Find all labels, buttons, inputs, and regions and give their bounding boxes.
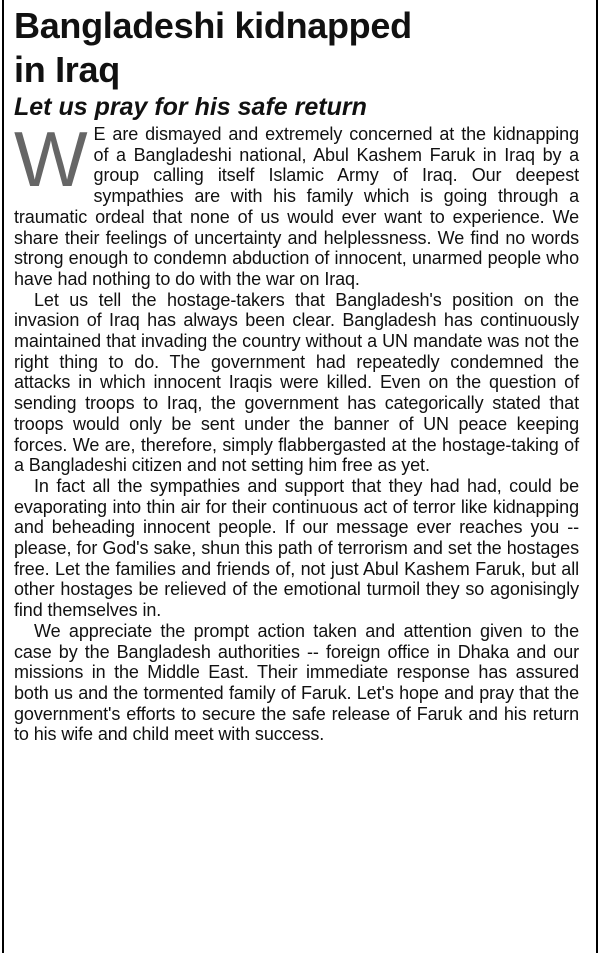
drop-cap: W bbox=[14, 115, 88, 203]
paragraph-3: In fact all the sympathies and support that they had had, could be evaporating into thin air for their continuous act of terror like kidnapping and beheading innocent people. If our message ever reaches you -- please, for God's sake, shun this path of terrorism and set the hostages free. Let the families and friends of, not just Abul Kashem Faruk, but all other hostages be relieved of the emotional turmoil they so agonisingly find themselves in. bbox=[14, 475, 579, 621]
headline bbox=[14, 4, 579, 92]
article-body bbox=[14, 115, 579, 745]
paragraph-1-text: E are dismayed and extremely concerned at the kidnapping of a Bangladeshi national, Abul Kashem Faruk in Iraq by a group calling itself Islamic Army of Iraq. Our deepest sympathies are with his family which is going through a traumatic ordeal that none of us would ever want to experience. We share their feelings of uncertainty and helplessness. We find no words strong enough to condemn abduction of innocent, unarmed people who have had nothing to do with the war on Iraq. bbox=[14, 124, 579, 289]
paragraph-2: Let us tell the hostage-takers that Bangladesh's position on the invasion of Iraq has always been clear. Bangladesh has continuously maintained that invading the country without a UN mandate was not the right thing to do. The government had repeatedly condemned the attacks in which innocent Iraqis were killed. Even on the question of sending troops to Iraq, the government has categorically stated that troops would only be sent under the banner of UN peace keeping forces. We are, therefore, simply flabbergasted at the hostage-taking of a Bangladeshi citizen and not setting him free as yet. bbox=[14, 289, 579, 476]
editorial-article bbox=[14, 4, 579, 745]
headline-line-1: Bangladeshi kidnapped bbox=[14, 5, 412, 46]
paragraph-1 bbox=[14, 115, 579, 290]
subheadline: Let us pray for his safe return bbox=[14, 93, 367, 121]
headline-line-2: in Iraq bbox=[14, 49, 120, 90]
paragraph-4: We appreciate the prompt action taken and attention given to the case by the Bangladesh authorities -- foreign office in Dhaka and our missions in the Middle East. Their immediate response has assured both us and the tormented family of Faruk. Let's hope and pray that the government's efforts to secure the safe release of Faruk and his return to his wife and child meet with success. bbox=[14, 620, 579, 745]
